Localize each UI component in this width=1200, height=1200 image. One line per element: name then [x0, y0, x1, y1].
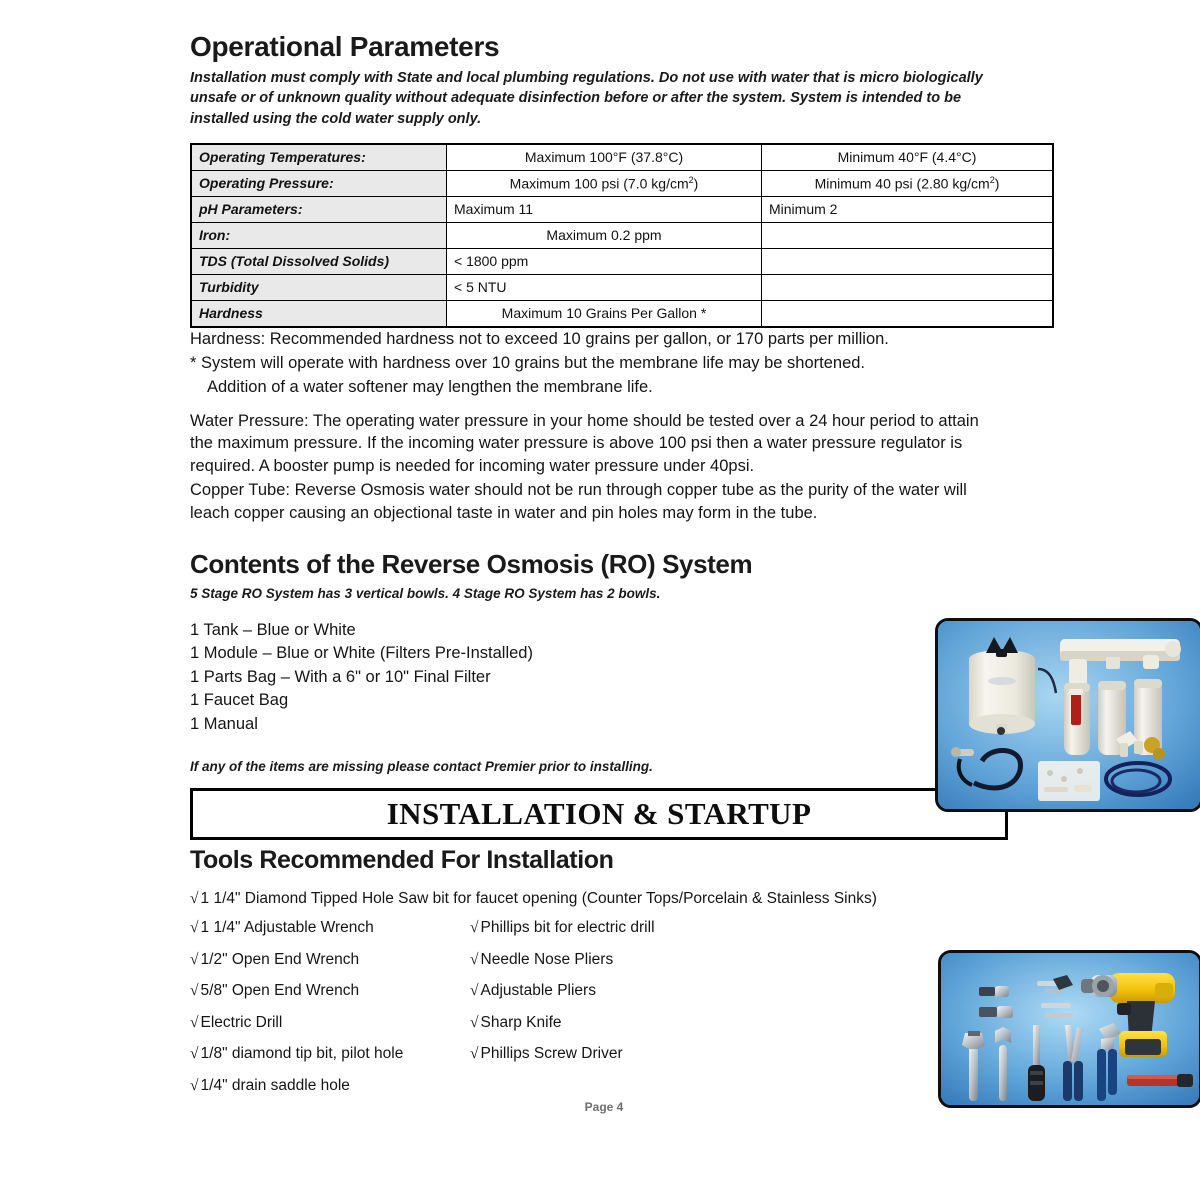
param-max: < 5 NTU: [447, 274, 762, 300]
list-item: 1 Faucet Bag: [190, 691, 289, 710]
tool-item: [470, 983, 730, 999]
tool-item-label: 1/8" diamond tip bit, pilot hole: [200, 1045, 404, 1063]
param-name: Operating Temperatures:: [191, 144, 447, 171]
list-item: 1 Manual: [190, 715, 258, 733]
radical-icon: √: [190, 1045, 199, 1063]
tool-item-label: Adjustable Pliers: [480, 982, 596, 1000]
tool-item-primary: [190, 890, 1018, 908]
list-item: 1 Module – Blue or White (Filters Pre-Installed): [190, 644, 533, 663]
tool-item-label: Electric Drill: [200, 1013, 283, 1031]
radical-icon: √: [190, 919, 199, 937]
page-footer: Page 4: [584, 1100, 624, 1114]
param-min: [762, 300, 1054, 327]
param-min: [762, 222, 1054, 248]
table-row: [191, 300, 1053, 327]
tool-item: [190, 920, 470, 936]
tool-item: [470, 1046, 730, 1062]
tools-photo: [938, 950, 1200, 1108]
radical-icon: √: [470, 950, 479, 968]
table-row: [191, 144, 1053, 171]
param-name: Turbidity: [191, 274, 447, 300]
tools-columns: [190, 920, 1018, 1110]
installation-banner: [190, 788, 1008, 840]
tool-item-label: Needle Nose Pliers: [480, 950, 614, 968]
tool-item: [190, 952, 470, 968]
operational-intro-text: Installation must comply with State and local plumbing regulations. Do not use with water that is micro biologically unsafe or of unknown quality without adequate disinfection before or after the system. System is intended to be installed using the cold water supply only.: [190, 69, 983, 127]
tool-item-label: Sharp Knife: [480, 1013, 562, 1031]
radical-icon: √: [470, 1013, 479, 1031]
param-max: Maximum 10 Grains Per Gallon *: [447, 300, 762, 327]
radical-icon: √: [470, 1045, 479, 1063]
table-body: [191, 144, 1053, 327]
tool-item: [470, 920, 730, 936]
table-row: [191, 222, 1053, 248]
tools-illustration: [941, 953, 1199, 1105]
document-page: [190, 0, 1018, 1200]
tool-item: [470, 1015, 730, 1031]
tool-item-label: 5/8" Open End Wrench: [200, 982, 360, 1000]
param-min: [762, 274, 1054, 300]
param-name: Operating Pressure:: [191, 170, 447, 196]
radical-icon: √: [190, 1076, 199, 1094]
hardness-note: Hardness: Recommended hardness not to exceed 10 grains per gallon, or 170 parts per million.: [190, 329, 889, 348]
ro-system-photo: [935, 618, 1200, 812]
page-title: Operational Parameters: [190, 31, 500, 62]
contents-list: [190, 619, 1018, 737]
radical-icon: √: [190, 1013, 199, 1031]
param-name: pH Parameters:: [191, 196, 447, 222]
tools-heading: Tools Recommended For Installation: [190, 845, 614, 874]
tool-item-label: 1 1/4" Diamond Tipped Hole Saw bit for faucet opening (Counter Tops/Porcelain & Stainless Sinks): [200, 890, 877, 908]
tools-column-right: [470, 920, 730, 1078]
tool-item-label: 1/2" Open End Wrench: [200, 950, 360, 968]
radical-icon: √: [190, 982, 199, 1000]
param-name: TDS (Total Dissolved Solids): [191, 248, 447, 274]
tool-item: [190, 1015, 470, 1031]
copper-tube-note: Copper Tube: Reverse Osmosis water should not be run through copper tube as the purity of the water will leach copper causing an objectional taste in water and pin holes may form in the tube.: [190, 481, 967, 522]
radical-icon: √: [190, 890, 199, 908]
table-row: [191, 196, 1053, 222]
tool-item-label: 1 1/4" Adjustable Wrench: [200, 919, 374, 937]
param-name: Hardness: [191, 300, 447, 327]
param-max: Maximum 11: [447, 196, 762, 222]
contents-heading: Contents of the Reverse Osmosis (RO) System: [190, 549, 753, 580]
param-min: [762, 248, 1054, 274]
asterisk-note-line-2: Addition of a water softener may lengthen the membrane life.: [207, 378, 653, 397]
tool-item: [190, 1046, 470, 1062]
table-row: [191, 274, 1053, 300]
installation-banner-label: INSTALLATION & STARTUP: [386, 795, 812, 831]
asterisk-note-line-1: * System will operate with hardness over 10 grains but the membrane life may be shortened.: [190, 353, 866, 372]
table-row: [191, 248, 1053, 274]
tool-item: [470, 952, 730, 968]
param-min: Minimum 2: [762, 196, 1054, 222]
table-row: [191, 170, 1053, 196]
radical-icon: √: [470, 982, 479, 1000]
tool-item: [190, 983, 470, 999]
param-max: < 1800 ppm: [447, 248, 762, 274]
radical-icon: √: [190, 950, 199, 968]
tool-item-label: Phillips Screw Driver: [480, 1045, 623, 1063]
contents-subnote: 5 Stage RO System has 3 vertical bowls. 4 Stage RO System has 2 bowls.: [190, 585, 661, 601]
param-max: Maximum 0.2 ppm: [447, 222, 762, 248]
list-item: 1 Parts Bag – With a 6" or 10" Final Filter: [190, 667, 491, 686]
param-name: Iron:: [191, 222, 447, 248]
tool-item-label: 1/4" drain saddle hole: [200, 1076, 350, 1094]
contents-section: [190, 550, 1018, 774]
param-min: Minimum 40°F (4.4°C): [762, 144, 1054, 171]
water-pressure-note: Water Pressure: The operating water pressure in your home should be tested over a 24 hour period to attain the maximum pressure. If the incoming water pressure is above 100 psi then a water pressure regulator is required. A booster pump is needed for incoming water pressure under 40psi.: [190, 411, 979, 475]
radical-icon: √: [470, 919, 479, 937]
tools-column-left: [190, 920, 470, 1109]
param-max: Maximum 100°F (37.8°C): [447, 144, 762, 171]
param-max: Maximum 100 psi (7.0 $kg/cm^2$): [447, 170, 762, 196]
tool-item-label: Phillips bit for electric drill: [480, 919, 655, 937]
contents-contact-note: If any of the items are missing please contact Premier prior to installing.: [190, 758, 653, 774]
ro-system-illustration: [938, 621, 1200, 809]
tool-item: [190, 1078, 470, 1094]
list-item: 1 Tank – Blue or White: [190, 620, 356, 639]
param-min: Minimum 40 psi (2.80 $kg/cm^2$): [762, 170, 1054, 196]
operational-parameters-table: [190, 143, 1054, 328]
